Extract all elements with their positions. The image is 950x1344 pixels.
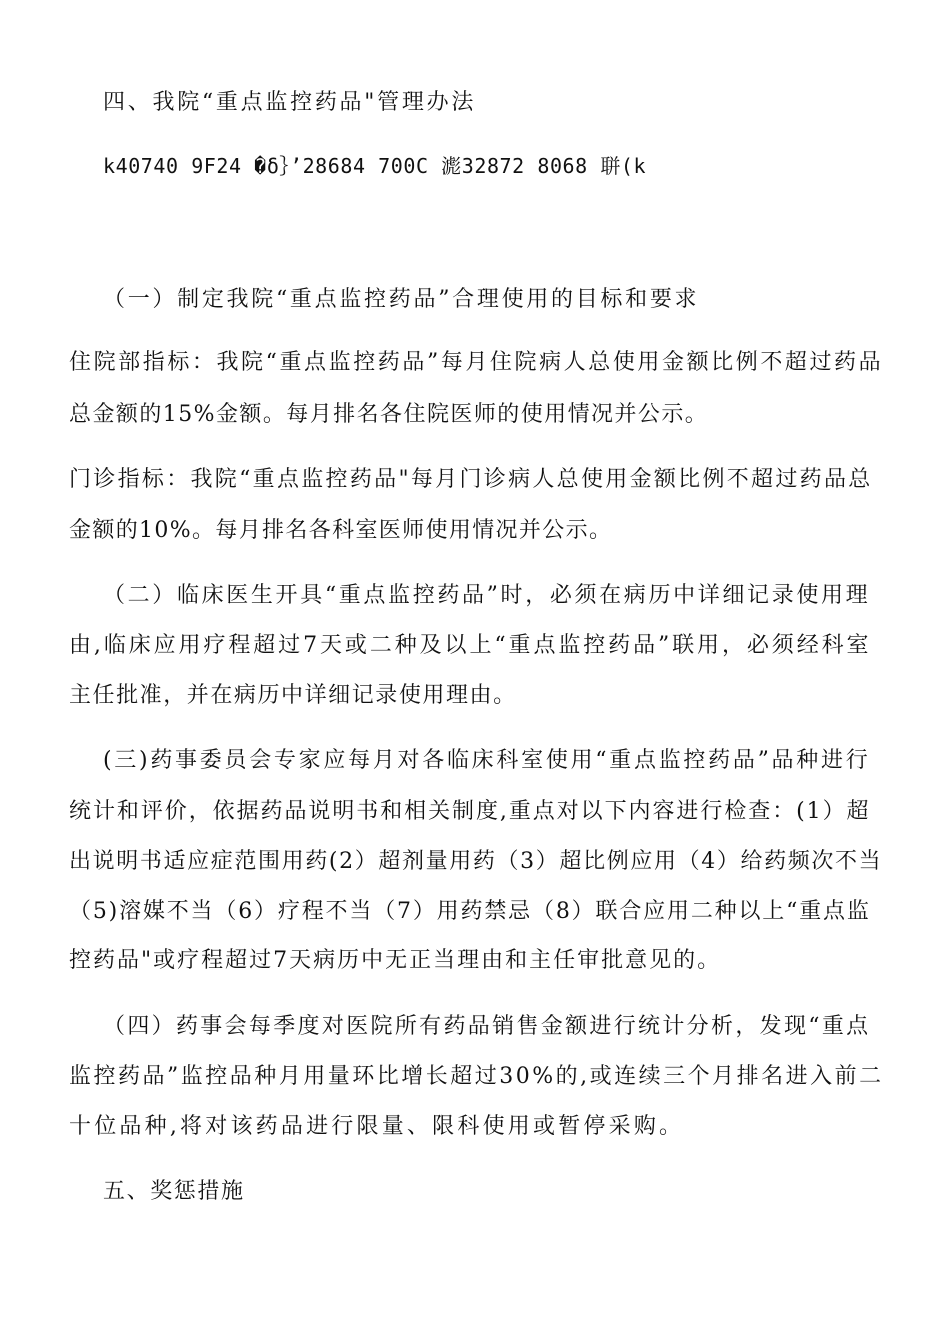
- item-2-line-1: （二）临床医生开具“重点监控药品”时，必须在病历中详细记录使用理: [103, 583, 871, 608]
- item-4-line-1: （四）药事会每季度对医院所有药品销售金额进行统计分析，发现“重点: [103, 1014, 871, 1039]
- inpatient-indicator-line-1: 住院部指标：我院“重点监控药品”每月住院病人总使用金额比例不超过药品: [69, 350, 884, 375]
- inpatient-indicator-line-2: 总金额的15%金额。每月排名各住院医师的使用情况并公示。: [69, 402, 709, 427]
- outpatient-indicator-line-1: 门诊指标：我院“重点监控药品"每月门诊病人总使用金额比例不超过药品总: [69, 467, 873, 492]
- item-3-line-3: 出说明书适应症范围用药(2）超剂量用药（3）超比例应用（4）给药频次不当: [69, 849, 883, 874]
- item-2-line-2: 由,临床应用疗程超过7天或二种及以上“重点监控药品”联用，必须经科室: [69, 633, 872, 658]
- item-3-line-2: 统计和评价，依据药品说明书和相关制度,重点对以下内容进行检查：(1）超: [69, 799, 871, 824]
- item-1-title: （一）制定我院“重点监控药品”合理使用的目标和要求: [103, 287, 700, 312]
- item-3-line-5: 控药品"或疗程超过7天病历中无正当理由和主任审批意见的。: [69, 948, 722, 973]
- item-3-line-4: （5)溶媒不当（6）疗程不当（7）用药禁忌（8）联合应用二种以上“重点监: [69, 899, 871, 924]
- item-4-line-2: 监控药品”监控品种月用量环比增长超过30%的,或连续三个月排名进入前二: [69, 1064, 884, 1089]
- garbled-text-line: k40740 9F24 �δ｝’28684 700C 滮32872 8068 聠(k: [103, 154, 647, 178]
- section-4-heading: 四、我院“重点监控药品"管理办法: [103, 90, 477, 115]
- item-2-line-3: 主任批准，并在病历中详细记录使用理由。: [69, 683, 517, 708]
- section-5-heading: 五、奖惩措施: [103, 1179, 245, 1204]
- item-3-line-1: (三)药事委员会专家应每月对各临床科室使用“重点监控药品”品种进行: [103, 748, 871, 773]
- outpatient-indicator-line-2: 金额的10%。每月排名各科室医师使用情况并公示。: [69, 518, 613, 543]
- item-4-line-3: 十位品种,将对该药品进行限量、限科使用或暂停采购。: [69, 1114, 685, 1139]
